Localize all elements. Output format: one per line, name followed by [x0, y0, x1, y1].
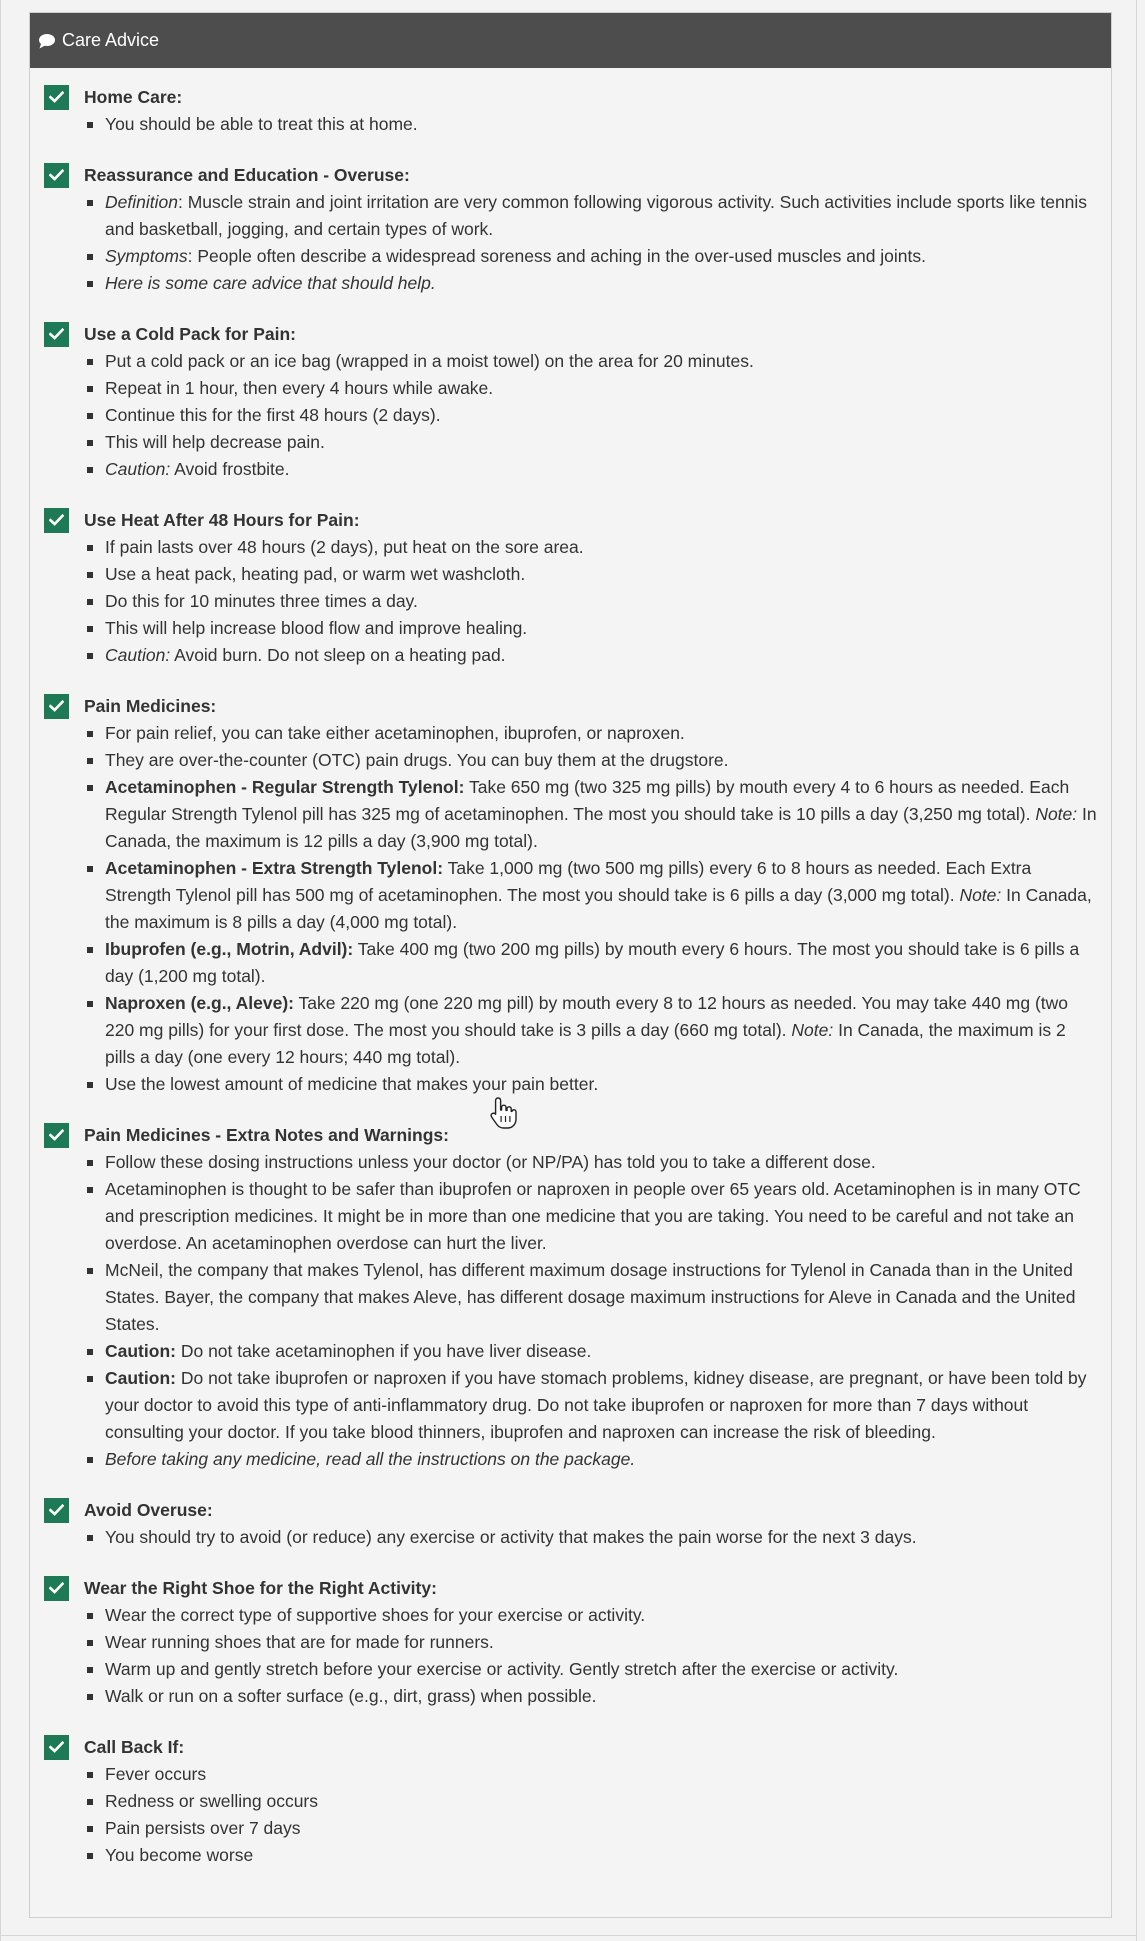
item-text: Take 400 mg (two 200 mg pills) by mouth every 6 hours. The most you should take is 6 pills a day (1,200 mg total).: [105, 939, 1080, 986]
advice-section: [44, 321, 1097, 483]
advice-list: [44, 189, 1097, 297]
list-item: [85, 534, 1097, 561]
advice-section: [44, 1734, 1097, 1869]
item-text: Take 1,000 mg (two 500 mg pills) every 6 to 8 hours as needed. Each Extra Strength Tylenol pill has 500 mg of acetaminophen. The most you should take is 6 pills a day (3,000 mg total).: [105, 858, 1032, 905]
item-text: Take 650 mg (two 325 mg pills) by mouth every 4 to 6 hours as needed. Each Regular Strength Tylenol pill has 325 mg of acetaminophen. The most you should take is 10 pills a day (3,250 mg total).: [105, 777, 1070, 824]
section-title: Use a Cold Pack for Pain:: [84, 323, 297, 344]
list-item: [85, 990, 1097, 1071]
section-title: Use Heat After 48 Hours for Pain:: [84, 509, 360, 530]
list-item: [85, 1602, 1097, 1629]
item-text: For pain relief, you can take either acetaminophen, ibuprofen, or naproxen.: [105, 723, 685, 743]
checkbox-checked-icon[interactable]: [44, 1123, 69, 1148]
section-header: [44, 1575, 1097, 1601]
list-item: [85, 1524, 1097, 1551]
list-item: [85, 561, 1097, 588]
item-text: Warm up and gently stretch before your exercise or activity. Gently stretch after the exercise or activity.: [105, 1659, 899, 1679]
section-title: Reassurance and Education - Overuse:: [84, 164, 410, 185]
advice-section: [44, 693, 1097, 1098]
list-item: [85, 936, 1097, 990]
item-text: Acetaminophen is thought to be safer than ibuprofen or naproxen in people over 65 years old. Acetaminophen is in many OTC and prescription medicines. It might be in more than one medicine that you are taking. You need to be careful and not take an overdose. An acetaminophen overdose can hurt the liver.: [105, 1179, 1081, 1253]
item-text: Avoid frostbite.: [170, 459, 290, 479]
advice-list: [44, 534, 1097, 669]
item-lead: Naproxen (e.g., Aleve):: [105, 993, 294, 1013]
section-title: Pain Medicines:: [84, 695, 217, 716]
advice-list: [44, 348, 1097, 483]
section-header: [44, 693, 1097, 719]
item-text: You should be able to treat this at home.: [105, 114, 418, 134]
list-item: [85, 1788, 1097, 1815]
list-item: [85, 1815, 1097, 1842]
item-text: Walk or run on a softer surface (e.g., dirt, grass) when possible.: [105, 1686, 597, 1706]
item-text: McNeil, the company that makes Tylenol, has different maximum dosage instructions for Tylenol in Canada than in the United States. Bayer, the company that makes Aleve, has different dosage maximum instructions for Aleve in Canada and the United States.: [105, 1260, 1076, 1334]
advice-list: [44, 720, 1097, 1098]
item-text: Use a heat pack, heating pad, or warm wet washcloth.: [105, 564, 526, 584]
section-header: [44, 1122, 1097, 1148]
item-note-label: Note:: [791, 1020, 834, 1040]
list-item: [85, 348, 1097, 375]
item-text: This will help decrease pain.: [105, 432, 325, 452]
list-item: [85, 588, 1097, 615]
list-item: [85, 774, 1097, 855]
item-lead: Definition: [105, 192, 178, 212]
list-item: [85, 1629, 1097, 1656]
item-text: Repeat in 1 hour, then every 4 hours while awake.: [105, 378, 494, 398]
item-text: Follow these dosing instructions unless your doctor (or NP/PA) has told you to take a different dose.: [105, 1152, 876, 1172]
care-advice-panel: [29, 12, 1112, 1918]
item-lead: Caution:: [105, 1368, 176, 1388]
item-lead: Ibuprofen (e.g., Motrin, Advil):: [105, 939, 354, 959]
item-lead: Acetaminophen - Regular Strength Tylenol:: [105, 777, 465, 797]
item-note-text: In Canada, the maximum is 2 pills a day (one every 12 hours; 440 mg total).: [105, 1020, 1066, 1067]
advice-list: [44, 1602, 1097, 1710]
item-text: Do not take ibuprofen or naproxen if you have stomach problems, kidney disease, are pregnant, or have been told by your doctor to avoid this type of anti-inflammatory drug. Do not take ibuprofen or naproxen for more than 7 days without consulting your doctor. If you take blood thinners, ibuprofen and naproxen can increase the risk of bleeding.: [105, 1368, 1087, 1442]
list-item: [85, 189, 1097, 243]
item-note-label: Note:: [1035, 804, 1078, 824]
section-title: Call Back If:: [84, 1736, 185, 1757]
speech-bubble-icon: [38, 33, 56, 49]
list-item: [85, 243, 1097, 270]
section-header: [44, 84, 1097, 110]
item-text: Redness or swelling occurs: [105, 1791, 319, 1811]
item-lead: Acetaminophen - Extra Strength Tylenol:: [105, 858, 444, 878]
list-item: [85, 375, 1097, 402]
item-text: Wear running shoes that are for made for runners.: [105, 1632, 494, 1652]
checkbox-checked-icon[interactable]: [44, 85, 69, 110]
item-text: They are over-the-counter (OTC) pain drugs. You can buy them at the drugstore.: [105, 750, 729, 770]
hand-cursor-icon: [489, 1096, 517, 1135]
list-item: [85, 1761, 1097, 1788]
item-text: You should try to avoid (or reduce) any exercise or activity that makes the pain worse for the next 3 days.: [105, 1527, 917, 1547]
section-header: [44, 1734, 1097, 1760]
advice-list: [44, 1524, 1097, 1551]
list-item: [85, 642, 1097, 669]
item-note-text: In Canada, the maximum is 12 pills a day (3,900 mg total).: [105, 804, 1097, 851]
item-text: Continue this for the first 48 hours (2 days).: [105, 405, 441, 425]
advice-list: [44, 1149, 1097, 1473]
list-item: [85, 111, 1097, 138]
list-item: [85, 1176, 1097, 1257]
list-item: [85, 1071, 1097, 1098]
advice-sections: [30, 68, 1111, 1869]
checkbox-checked-icon[interactable]: [44, 508, 69, 533]
section-title: Home Care:: [84, 86, 183, 107]
item-text: This will help increase blood flow and improve healing.: [105, 618, 528, 638]
item-text: You become worse: [105, 1845, 254, 1865]
panel-header: [30, 13, 1111, 68]
item-text: Avoid burn. Do not sleep on a heating pad.: [170, 645, 506, 665]
list-item: [85, 1149, 1097, 1176]
item-text: Wear the correct type of supportive shoes for your exercise or activity.: [105, 1605, 646, 1625]
section-title: Pain Medicines - Extra Notes and Warnings:: [84, 1124, 449, 1145]
item-text: Before taking any medicine, read all the instructions on the package.: [105, 1449, 636, 1469]
page-border-right: [1136, 0, 1137, 1941]
section-header: [44, 507, 1097, 533]
item-lead: Caution:: [105, 459, 171, 479]
item-text: : Muscle strain and joint irritation are very common following vigorous activity. Such activities include sports like tennis and basketball, jogging, and certain types of work.: [105, 192, 1088, 239]
section-header: [44, 321, 1097, 347]
page-border-left: [0, 0, 1, 1941]
item-lead: Symptoms: [105, 246, 188, 266]
item-text: Here is some care advice that should help.: [105, 273, 436, 293]
panel-title: Care Advice: [62, 30, 160, 50]
section-header: [44, 162, 1097, 188]
list-item: [85, 1365, 1097, 1446]
item-text: Take 220 mg (one 220 mg pill) by mouth every 8 to 12 hours as needed. You may take 440 mg (two 220 mg pills) for your first dose. The most you should take is 3 pills a day (660 mg total).: [105, 993, 1069, 1040]
item-text: Do this for 10 minutes three times a day.: [105, 591, 418, 611]
list-item: [85, 456, 1097, 483]
advice-section: [44, 1575, 1097, 1710]
list-item: [85, 615, 1097, 642]
checkbox-checked-icon[interactable]: [44, 1735, 69, 1760]
list-item: [85, 720, 1097, 747]
advice-section: [44, 162, 1097, 297]
page-border-bottom: [0, 1935, 1136, 1936]
item-lead: Caution:: [105, 645, 171, 665]
list-item: [85, 1683, 1097, 1710]
item-note-text: In Canada, the maximum is 8 pills a day (4,000 mg total).: [105, 885, 1092, 932]
item-note-label: Note:: [959, 885, 1002, 905]
advice-section: [44, 84, 1097, 138]
list-item: [85, 402, 1097, 429]
checkbox-checked-icon[interactable]: [44, 1498, 69, 1523]
advice-list: [44, 1761, 1097, 1869]
list-item: [85, 1842, 1097, 1869]
list-item: [85, 1446, 1097, 1473]
section-header: [44, 1497, 1097, 1523]
advice-list: [44, 111, 1097, 138]
list-item: [85, 270, 1097, 297]
checkbox-checked-icon[interactable]: [44, 694, 69, 719]
item-text: Pain persists over 7 days: [105, 1818, 301, 1838]
checkbox-checked-icon[interactable]: [44, 163, 69, 188]
item-text: : People often describe a widespread soreness and aching in the over-used muscles and joints.: [187, 246, 927, 266]
item-text: Do not take acetaminophen if you have liver disease.: [175, 1341, 592, 1361]
item-text: If pain lasts over 48 hours (2 days), put heat on the sore area.: [105, 537, 584, 557]
advice-section: [44, 507, 1097, 669]
item-text: Use the lowest amount of medicine that makes your pain better.: [105, 1074, 599, 1094]
list-item: [85, 1257, 1097, 1338]
checkbox-checked-icon[interactable]: [44, 322, 69, 347]
list-item: [85, 429, 1097, 456]
advice-section: [44, 1497, 1097, 1551]
item-text: Fever occurs: [105, 1764, 207, 1784]
item-lead: Caution:: [105, 1341, 176, 1361]
list-item: [85, 1338, 1097, 1365]
list-item: [85, 1656, 1097, 1683]
item-text: Put a cold pack or an ice bag (wrapped in a moist towel) on the area for 20 minutes.: [105, 351, 754, 371]
checkbox-checked-icon[interactable]: [44, 1576, 69, 1601]
list-item: [85, 747, 1097, 774]
section-title: Wear the Right Shoe for the Right Activity:: [84, 1577, 437, 1598]
section-title: Avoid Overuse:: [84, 1499, 213, 1520]
list-item: [85, 855, 1097, 936]
advice-section: [44, 1122, 1097, 1473]
